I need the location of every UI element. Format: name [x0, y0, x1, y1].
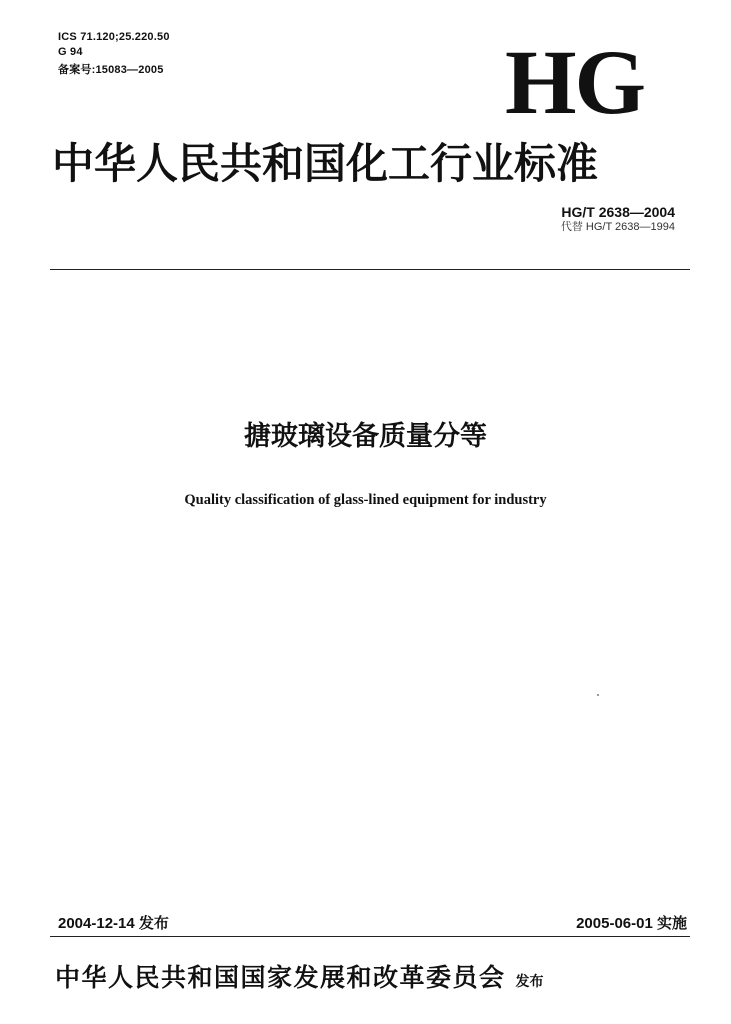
ics-code: ICS 71.120;25.220.50	[58, 31, 170, 43]
filing-number: 备案号:15083—2005	[58, 64, 164, 76]
standard-code: HG/T 2638—2004	[561, 204, 675, 220]
document-title-cn: 搪玻璃设备质量分等	[244, 421, 487, 452]
replaces-standard: 代替 HG/T 2638—1994	[560, 221, 675, 233]
bottom-divider	[50, 936, 690, 937]
scan-speck	[597, 694, 599, 696]
ccs-code: G 94	[58, 46, 83, 58]
standard-type-title: 中华人民共和国化工行业标准	[52, 139, 599, 188]
issue-date: 2004-12-14 发布	[58, 915, 169, 932]
issuer-verb: 发布	[515, 974, 544, 990]
implementation-date: 2005-06-01 实施	[576, 915, 687, 932]
issuer-name: 中华人民共和国国家发展和改革委员会	[55, 963, 506, 992]
top-divider	[50, 269, 690, 270]
issuer-line	[55, 963, 685, 993]
document-title-en: Quality classification of glass-lined equipment for industry	[184, 492, 547, 508]
hg-logo: HG	[505, 31, 645, 133]
